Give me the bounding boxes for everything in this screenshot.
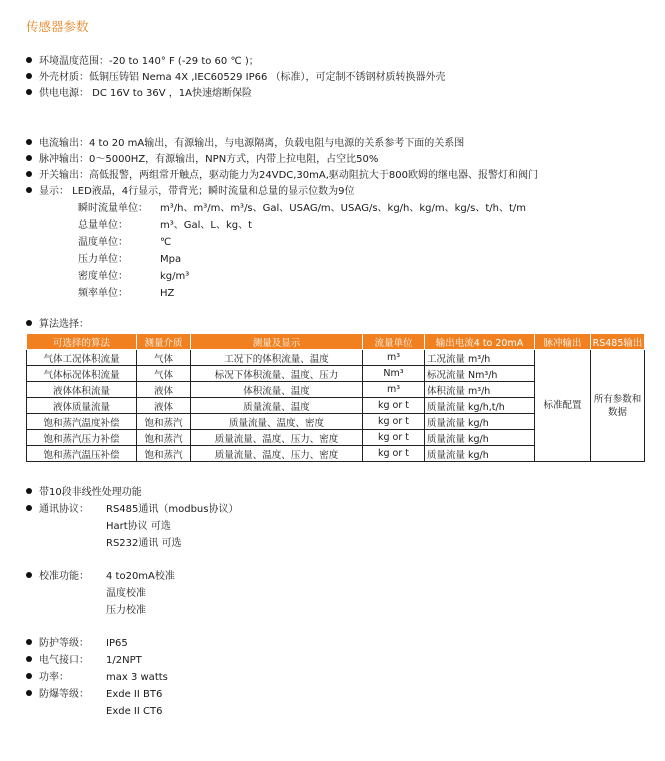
unit-value: m³、Gal、L、kg、t xyxy=(160,220,253,231)
table-cell: kg or t xyxy=(363,414,425,430)
column-header: 流量单位 xyxy=(363,334,425,350)
page-title: 传感器参数 xyxy=(26,19,89,34)
table-cell: 饱和蒸汽 xyxy=(137,414,191,430)
table-cell: 质量流量 kg/h,t/h xyxy=(425,398,535,414)
table-cell: 气体标况体积流量 xyxy=(27,366,137,382)
bullet-icon xyxy=(26,139,32,145)
comm-value: RS485通讯（modbus协议） xyxy=(106,504,239,515)
env-item: 环境温度范围：-20 to 140° F (-29 to 60 ℃ )； xyxy=(26,55,259,69)
table-cell: 液体 xyxy=(137,382,191,398)
unit-label: 温度单位： xyxy=(78,237,128,248)
unit-value: HZ xyxy=(160,288,175,299)
column-header: 测量介质 xyxy=(137,334,191,350)
column-header: 可选择的算法 xyxy=(27,334,137,350)
unit-label: 频率单位： xyxy=(78,288,128,299)
column-header: 脉冲输出 xyxy=(535,334,591,350)
bullet-icon xyxy=(26,673,32,679)
table-cell: 质量流量、温度、密度 xyxy=(191,414,363,430)
calib-value: 4 to20mA校准 xyxy=(106,571,175,582)
table-cell: 液体质量流量 xyxy=(27,398,137,414)
unit-label: 密度单位： xyxy=(78,271,128,282)
table-cell: 质量流量、温度、压力、密度 xyxy=(191,430,363,446)
table-cell: kg or t xyxy=(363,430,425,446)
table-cell: 液体 xyxy=(137,398,191,414)
table-cell: 饱和蒸汽压力补偿 xyxy=(27,430,137,446)
calib-label-row: 校准功能： xyxy=(26,570,89,584)
algo-title: 算法选择： xyxy=(26,318,89,332)
bullet-icon xyxy=(26,155,32,161)
bullet-icon xyxy=(26,656,32,662)
bullet-icon xyxy=(26,505,32,511)
column-header: 输出电流4 to 20mA xyxy=(425,334,535,350)
misc-value: IP65 xyxy=(106,638,128,649)
misc-value: 1/2NPT xyxy=(106,655,142,666)
comm-label-row: 通讯协议： xyxy=(26,503,89,517)
bullet-icon xyxy=(26,639,32,645)
bullet-icon xyxy=(26,89,32,95)
env-item: 外壳材质：低铜压铸铝 Nema 4X ,IEC60529 IP66 （标准），可定制不锈钢材质转换器外壳 xyxy=(26,71,446,85)
comm-value: RS232通讯 可选 xyxy=(106,538,182,549)
table-cell: 饱和蒸汽温压补偿 xyxy=(27,446,137,462)
bullet-icon xyxy=(26,572,32,578)
misc-value: Exde II BT6 xyxy=(106,689,163,700)
rs485-output-cell: 所有参数和数据 xyxy=(591,350,645,462)
bullet-icon xyxy=(26,171,32,177)
table-cell: 饱和蒸汽温度补偿 xyxy=(27,414,137,430)
bullet-icon xyxy=(26,73,32,79)
bullet-icon xyxy=(26,488,32,494)
comm-value: Hart协议 可选 xyxy=(106,521,171,532)
table-cell: 饱和蒸汽 xyxy=(137,446,191,462)
table-cell: m³ xyxy=(363,382,425,398)
env-item: 供电电源： DC 16V to 36V ，1A快速熔断保险 xyxy=(26,87,252,101)
bullet-icon xyxy=(26,320,32,326)
bullet-icon xyxy=(26,57,32,63)
table-header-row xyxy=(27,334,645,350)
table-cell: m³ xyxy=(363,350,425,366)
table-cell: 标况下体积流量、温度、压力 xyxy=(191,366,363,382)
io-item: 显示： LED液晶，4行显示，带背光；瞬时流量和总量的显示位数为9位 xyxy=(26,185,355,199)
io-item: 电流输出：4 to 20 mA输出，有源输出，与电源隔离，负载电阻与电源的关系参考下面的关系图 xyxy=(26,137,464,151)
table-cell: 液体体积流量 xyxy=(27,382,137,398)
misc-label-row: 功率： xyxy=(26,671,69,685)
unit-value: kg/m³ xyxy=(160,271,190,282)
misc-label-row: 防护等级： xyxy=(26,637,89,651)
table-cell: 质量流量、温度、压力、密度 xyxy=(191,446,363,462)
table-cell: 标况流量 Nm³/h xyxy=(425,366,535,382)
table-cell: 饱和蒸汽 xyxy=(137,430,191,446)
table-cell: 气体 xyxy=(137,350,191,366)
table-cell: kg or t xyxy=(363,398,425,414)
table-cell: 工况下的体积流量、温度 xyxy=(191,350,363,366)
table-cell: 气体 xyxy=(137,366,191,382)
misc-label-row: 电气接口： xyxy=(26,654,89,668)
bullet-icon xyxy=(26,690,32,696)
io-item: 脉冲输出：0～5000HZ，有源输出，NPN方式，内带上拉电阻，占空比50% xyxy=(26,153,378,167)
table-cell: kg or t xyxy=(363,446,425,462)
column-header: 测量及显示 xyxy=(191,334,363,350)
table-row xyxy=(27,350,645,366)
table-cell: 质量流量 kg/h xyxy=(425,446,535,462)
misc-value: max 3 watts xyxy=(106,672,168,683)
unit-label: 压力单位： xyxy=(78,254,128,265)
table-cell: 气体工况体积流量 xyxy=(27,350,137,366)
table-cell: 体积流量、温度 xyxy=(191,382,363,398)
column-header: RS485输出 xyxy=(591,334,645,350)
unit-value: ℃ xyxy=(160,237,172,248)
unit-value: Mpa xyxy=(160,254,182,265)
misc-value: Exde II CT6 xyxy=(106,706,163,717)
misc-label-row: 防爆等级： xyxy=(26,688,89,702)
io-item: 开关输出：高低报警，两组常开触点，驱动能力为24VDC,30mA,驱动阻抗大于800欧姆的继电器、报警灯和阀门 xyxy=(26,169,538,183)
table-cell: Nm³ xyxy=(363,366,425,382)
calib-value: 压力校准 xyxy=(106,605,146,616)
nonlinear-item: 带10段非线性处理功能 xyxy=(26,486,142,500)
table-cell: 质量流量 kg/h xyxy=(425,430,535,446)
unit-label: 总量单位： xyxy=(78,220,128,231)
calib-value: 温度校准 xyxy=(106,588,146,599)
table-cell: 体积流量 m³/h xyxy=(425,382,535,398)
unit-value: m³/h、m³/m、m³/s、Gal、USAG/m、USAG/s、kg/h、kg/m、kg/s、t/h、t/m xyxy=(160,203,526,214)
unit-label: 瞬时流量单位： xyxy=(78,203,148,214)
algorithm-table xyxy=(26,333,645,462)
bullet-icon xyxy=(26,187,32,193)
table-cell: 质量流量、温度 xyxy=(191,398,363,414)
table-cell: 质量流量 kg/h xyxy=(425,414,535,430)
pulse-output-cell: 标准配置 xyxy=(535,350,591,462)
table-cell: 工况流量 m³/h xyxy=(425,350,535,366)
